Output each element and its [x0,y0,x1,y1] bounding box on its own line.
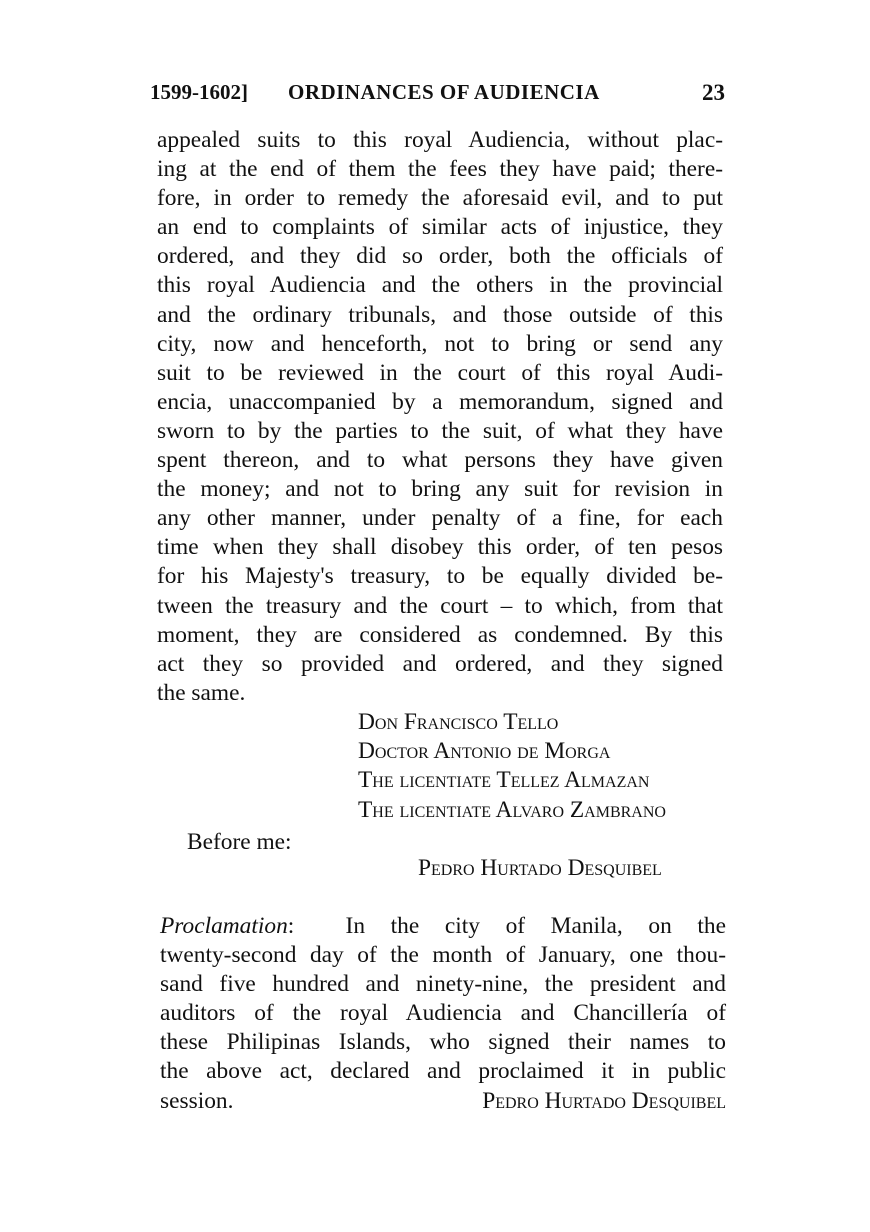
proclamation-signature: Pedro Hurtado Desquibel [482,1087,726,1114]
body-line: an end to complaints of similar acts of injustice, they [157,214,723,241]
proclamation-line: In the city of Manila, on the [345,913,726,939]
proclamation-line: these Philipinas Islands, who signed their names to [160,1029,726,1056]
body-line: for his Majesty's treasury, to be equally divided be- [157,563,723,590]
signatory-name: The licentiate Tellez Almazan [358,767,650,794]
proclamation-line: the above act, declared and proclaimed it in public [160,1058,726,1085]
body-line: time when they shall disobey this order, of ten pesos [157,534,723,561]
body-line: appealed suits to this royal Audiencia, without plac- [157,127,723,153]
body-line: the money; and not to bring any suit for revision in [157,476,723,503]
signatory-block [358,708,666,825]
body-paragraph [157,126,723,708]
body-line: suit to be reviewed in the court of this royal Audi- [157,359,723,386]
notary-signature: Pedro Hurtado Desquibel [418,855,662,881]
body-line: moment, they are considered as condemned. By this [157,621,723,648]
body-line: sworn to by the parties to the suit, of what they have [157,417,723,444]
proclamation-final-word: session. [160,1087,234,1114]
body-line: the same. [157,679,246,706]
body-line: spent thereon, and to what persons they have given [157,447,723,474]
signatory-name: Doctor Antonio de Morga [358,738,611,765]
signatory-name: The licentiate Alvaro Zambrano [358,796,666,823]
body-line: tween the treasury and the court – to which, from that [157,592,723,619]
proclamation-first-line [160,912,726,941]
proclamation-colon: : [287,913,295,939]
body-line: and the ordinary tribunals, and those outside of this [157,301,723,328]
proclamation-label: Proclamation [160,913,288,939]
body-line: ing at the end of them the fees they have paid; there- [157,156,723,183]
signatory-name: Don Francisco Tello [358,709,559,735]
proclamation-line: auditors of the royal Audiencia and Chancillería of [160,1000,726,1027]
header-years: 1599-1602] [150,80,248,104]
body-line: fore, in order to remedy the aforesaid evil, and to put [157,185,723,212]
proclamation-final-line [160,1087,726,1116]
proclamation-line: sand five hundred and ninety-nine, the president and [160,971,726,998]
proclamation-line: twenty-second day of the month of January, one thou- [160,942,726,969]
body-line: act they so provided and ordered, and they signed [157,650,723,677]
body-line: encia, unaccompanied by a memorandum, signed and [157,388,723,415]
running-header [150,80,725,112]
body-line: any other manner, under penalty of a fine, for each [157,505,723,532]
body-line: ordered, and they did so order, both the officials of [157,243,723,270]
before-me-label: Before me: [187,829,292,855]
body-line: city, now and henceforth, not to bring or send any [157,330,723,357]
running-title: ORDINANCES OF AUDIENCIA [288,80,600,104]
page-number: 23 [702,80,725,105]
proclamation-paragraph [160,912,726,1116]
body-line: this royal Audiencia and the others in the provincial [157,272,723,299]
